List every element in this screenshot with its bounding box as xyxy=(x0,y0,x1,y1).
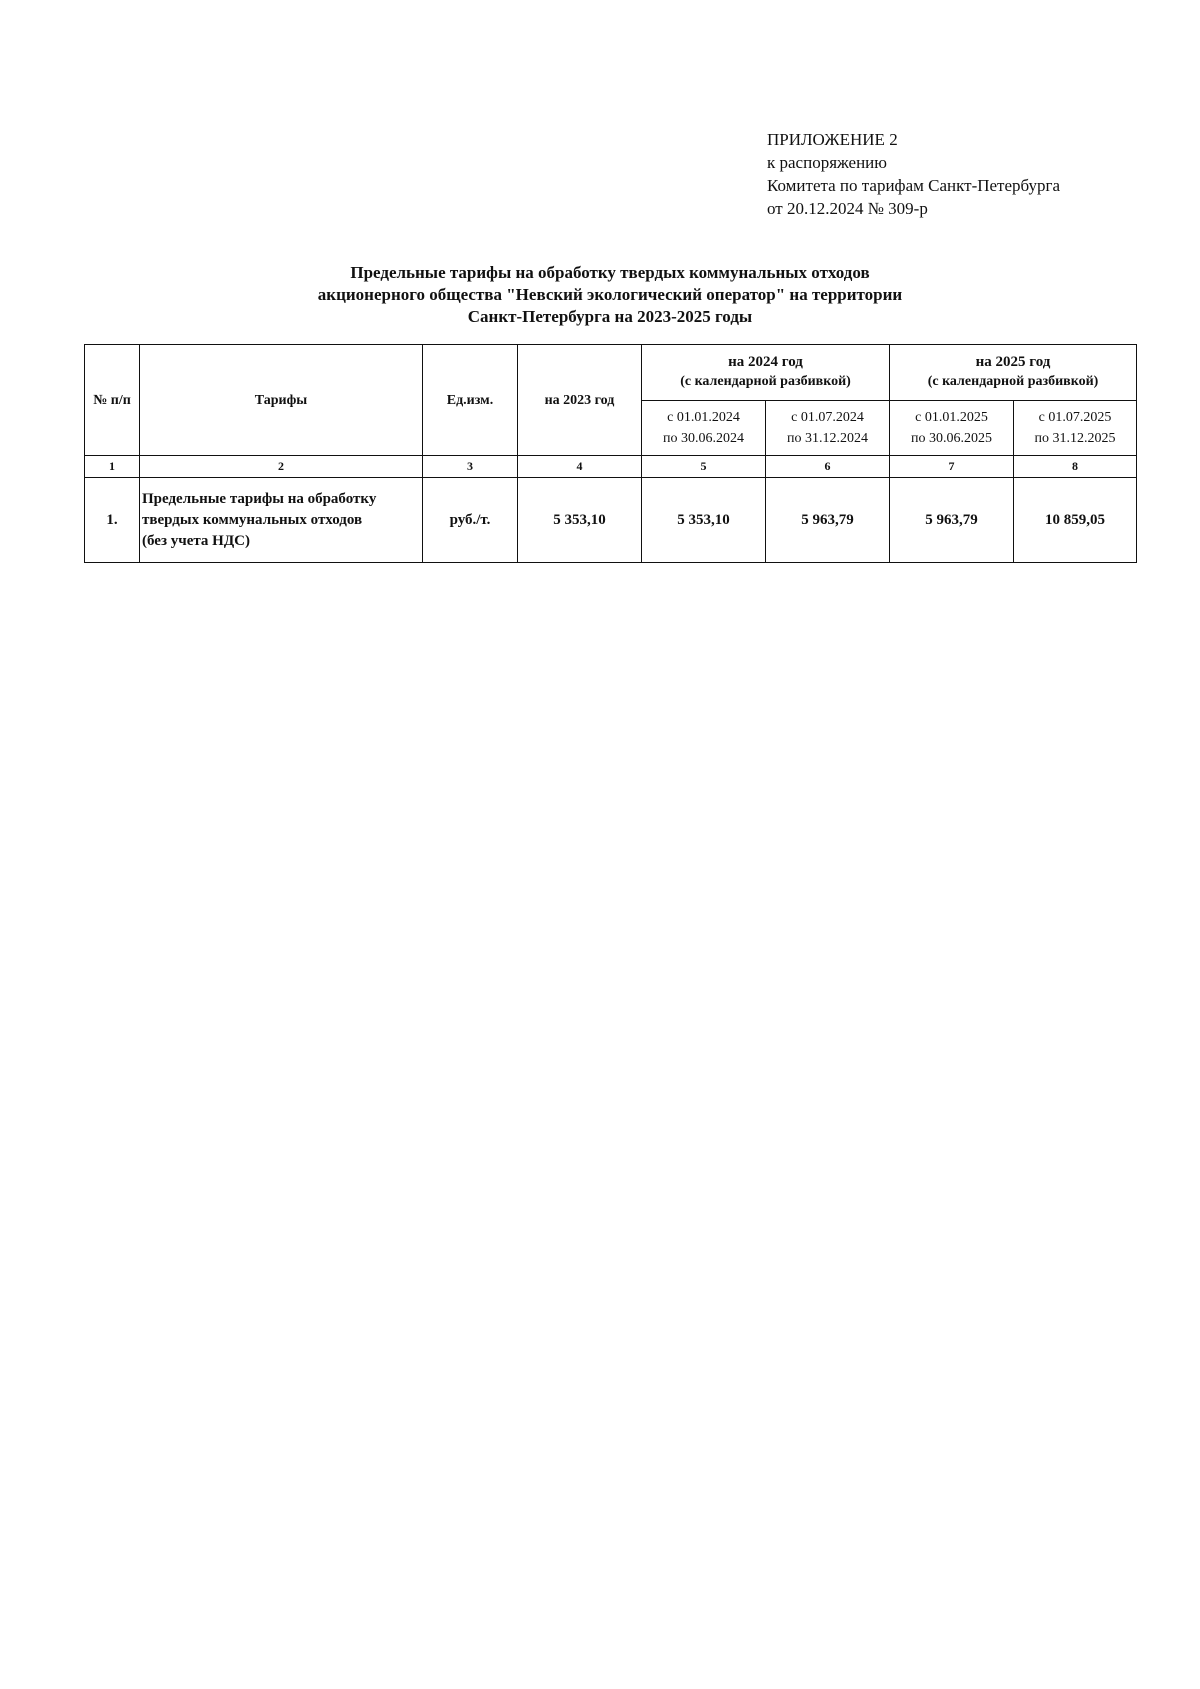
row-value-2023: 5 353,10 xyxy=(518,478,642,563)
header-year-2024-label: на 2024 год xyxy=(728,354,803,371)
period-2024-h1-to: по 30.06.2024 xyxy=(663,430,744,446)
appendix-line-date: от 20.12.2024 № 309-р xyxy=(767,199,928,218)
document-title xyxy=(84,262,1136,328)
appendix-block xyxy=(767,128,1167,220)
appendix-title: ПРИЛОЖЕНИЕ 2 xyxy=(767,130,898,149)
header-tariffs: Тарифы xyxy=(140,345,423,456)
header-year-2025 xyxy=(890,345,1137,401)
period-2024-h2-to: по 31.12.2024 xyxy=(787,430,868,446)
row-value-2024-h1: 5 353,10 xyxy=(642,478,766,563)
column-number: 2 xyxy=(140,456,423,478)
tariffs-table xyxy=(84,344,1137,563)
document-title-line-3: Санкт-Петербурга на 2023-2025 годы xyxy=(467,307,753,326)
period-2024-h1 xyxy=(642,400,766,456)
row-tariff-name-line-3: (без учета НДС) xyxy=(142,532,250,549)
row-value-2025-h1: 5 963,79 xyxy=(890,478,1014,563)
row-num: 1. xyxy=(85,478,140,563)
table-row xyxy=(85,478,1137,563)
column-number: 4 xyxy=(518,456,642,478)
row-value-2025-h2: 10 859,05 xyxy=(1014,478,1137,563)
column-number: 3 xyxy=(423,456,518,478)
period-2024-h2 xyxy=(766,400,890,456)
column-number: 6 xyxy=(766,456,890,478)
document-title-line-2: акционерного общества "Невский экологический оператор" на территории xyxy=(317,285,903,304)
column-number: 5 xyxy=(642,456,766,478)
period-2024-h2-from: с 01.07.2024 xyxy=(791,409,864,425)
column-number: 8 xyxy=(1014,456,1137,478)
column-number-row xyxy=(85,456,1137,478)
header-year-2025-label: на 2025 год xyxy=(975,354,1051,371)
row-tariff-name xyxy=(140,478,423,563)
row-tariff-name-line-2: твердых коммунальных отходов xyxy=(142,511,363,528)
table-header-row xyxy=(85,345,1137,401)
period-2024-h1-from: с 01.01.2024 xyxy=(667,409,740,425)
period-2025-h2-from: с 01.07.2025 xyxy=(1038,409,1112,425)
period-2025-h2-to: по 31.12.2025 xyxy=(1034,430,1116,446)
header-year-2025-sub: (с календарной разбивкой) xyxy=(927,374,1099,390)
header-unit: Ед.изм. xyxy=(423,345,518,456)
row-unit: руб./т. xyxy=(423,478,518,563)
header-year-2024 xyxy=(642,345,890,401)
appendix-line-order: к распоряжению xyxy=(767,153,887,172)
period-2025-h1 xyxy=(890,400,1014,456)
column-number: 7 xyxy=(890,456,1014,478)
header-year-2023: на 2023 год xyxy=(518,345,642,456)
column-number: 1 xyxy=(85,456,140,478)
row-value-2024-h2: 5 963,79 xyxy=(766,478,890,563)
period-2025-h1-to: по 30.06.2025 xyxy=(911,430,993,446)
row-tariff-name-line-1: Предельные тарифы на обработку xyxy=(142,490,377,507)
appendix-line-committee: Комитета по тарифам Санкт-Петербурга xyxy=(767,176,1061,195)
header-year-2024-sub: (с календарной разбивкой) xyxy=(680,374,851,390)
period-2025-h1-from: с 01.01.2025 xyxy=(915,409,988,425)
header-num: № п/п xyxy=(85,345,140,456)
period-2025-h2 xyxy=(1014,400,1137,456)
document-title-line-1: Предельные тарифы на обработку твердых коммунальных отходов xyxy=(350,263,870,282)
